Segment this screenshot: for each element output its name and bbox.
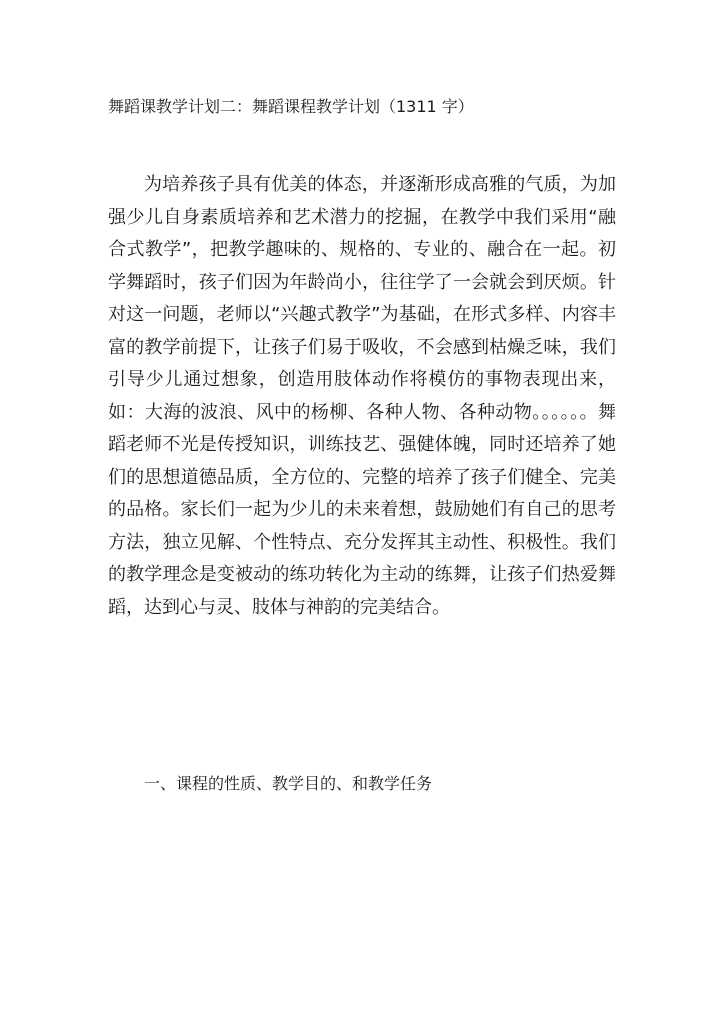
intro-paragraph: 为培养孩子具有优美的体态，并逐渐形成高雅的气质，为加强少儿自身素质培养和艺术潜力的挖掘，在教学中我们采用“融合式教学”，把教学趣味的、规格的、专业的、融合在一起。初学舞蹈时，孩子们因为年龄尚小，往往学了一会就会到厌烦。针对这一问题，老师以“兴趣式教学”为基础，在形式多样、内容丰富的教学前提下，让孩子们易于吸收，不会感到枯燥乏味，我们引导少儿通过想象，创造用肢体动作将模仿的事物表现出来，如：大海的波浪、风中的杨柳、各种人物、各种动物。。。。。。舞蹈老师不光是传授知识，训练技艺、强健体魄，同时还培养了她们的思想道德品质，全方位的、完整的培养了孩子们健全、完美的品格。家长们一起为少儿的未来着想，鼓励她们有自己的思考方法，独立见解、个性特点、充分发挥其主动性、积极性。我们的教学理念是变被动的练功转化为主动的练舞，让孩子们热爱舞蹈，达到心与灵、肢体与神韵的完美结合。 [108,174,616,618]
section-heading: 一、课程的性质、教学目的、和教学任务 [144,774,433,793]
document-title: 舞蹈课教学计划二：舞蹈课程教学计划（1311 字） [108,97,474,116]
